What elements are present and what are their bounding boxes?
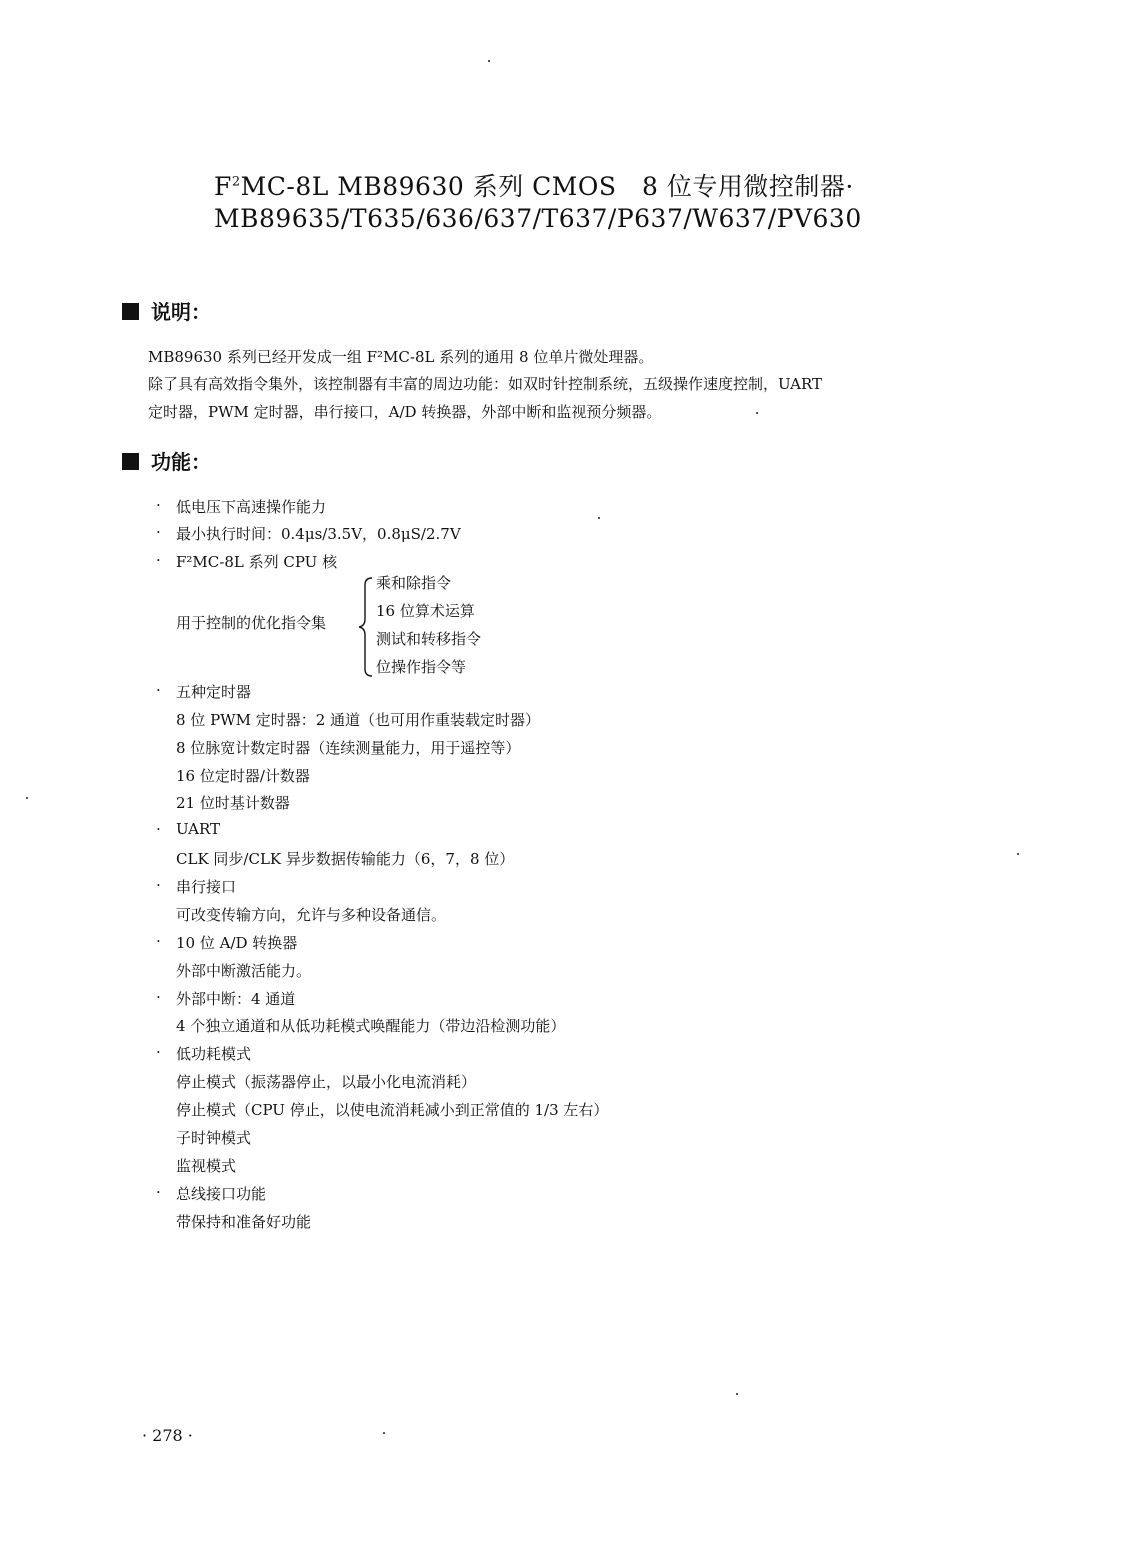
bullet-icon: · — [156, 932, 161, 950]
instruction-set-label: 用于控制的优化指令集 — [176, 614, 327, 632]
bullet-icon: · — [156, 551, 161, 569]
feature-detail: 子时钟模式 — [176, 1129, 252, 1147]
feature-item: 总线接口功能 — [176, 1185, 267, 1203]
square-bullet-icon — [122, 303, 139, 320]
description-line: MB89630 系列已经开发成一组 F²MC-8L 系列的通用 8 位单片微处理器。 — [148, 348, 654, 366]
feature-item: 低电压下高速操作能力 — [176, 498, 327, 516]
feature-item: UART — [176, 820, 221, 838]
feature-detail: 带保持和准备好功能 — [176, 1213, 312, 1231]
functions-heading — [122, 446, 211, 475]
square-bullet-icon — [122, 453, 139, 470]
feature-detail: 21 位时基计数器 — [176, 794, 290, 812]
functions-heading-text: 功能： — [151, 450, 211, 474]
page-number: · 278 · — [142, 1426, 193, 1445]
bullet-icon: · — [156, 820, 161, 838]
feature-detail: 8 位脉宽计数定时器（连续测量能力，用于遥控等） — [176, 739, 521, 757]
scan-speck — [383, 1432, 385, 1434]
feature-detail: 监视模式 — [176, 1157, 237, 1175]
title-prefix: F — [214, 172, 232, 201]
instruction-option: 乘和除指令 — [376, 574, 452, 592]
feature-detail: 停止模式（振荡器停止，以最小化电流消耗） — [176, 1073, 477, 1091]
feature-item: F²MC-8L 系列 CPU 核 — [176, 553, 338, 571]
feature-detail: 停止模式（CPU 停止，以使电流消耗减小到正常值的 1/3 左右） — [176, 1101, 609, 1119]
bullet-icon: · — [156, 496, 161, 514]
scan-speck — [26, 797, 28, 799]
description-line: 除了具有高效指令集外，该控制器有丰富的周边功能：如双时针控制系统，五级操作速度控制，UART — [148, 375, 823, 393]
document-title-line-2: MB89635/T635/636/637/T637/P637/W637/PV630 — [214, 204, 862, 233]
scan-speck — [488, 60, 490, 62]
description-heading-text: 说明： — [151, 300, 211, 324]
bullet-icon: · — [156, 1043, 161, 1061]
feature-item: 10 位 A/D 转换器 — [176, 934, 298, 952]
scan-speck — [1017, 853, 1019, 855]
feature-detail: 8 位 PWM 定时器：2 通道（也可用作重装载定时器） — [176, 711, 541, 729]
feature-detail: CLK 同步/CLK 异步数据传输能力（6，7，8 位） — [176, 850, 515, 868]
bullet-icon: · — [156, 1183, 161, 1201]
description-line: 定时器，PWM 定时器，串行接口，A/D 转换器，外部中断和监视预分频器。 — [148, 403, 662, 421]
feature-item: 串行接口 — [176, 878, 237, 896]
bullet-icon: · — [156, 681, 161, 699]
title-main: MC-8L MB89630 系列 CMOS 8 位专用微控制器· — [240, 172, 854, 201]
feature-detail: 外部中断激活能力。 — [176, 962, 312, 980]
scan-speck — [756, 412, 758, 414]
feature-item: 最小执行时间：0.4μs/3.5V，0.8μS/2.7V — [176, 525, 461, 543]
feature-item: 外部中断：4 通道 — [176, 990, 296, 1008]
feature-item: 低功耗模式 — [176, 1045, 252, 1063]
bullet-icon: · — [156, 523, 161, 541]
instruction-option: 测试和转移指令 — [376, 630, 482, 648]
description-heading — [122, 296, 211, 325]
instruction-option: 16 位算术运算 — [376, 602, 475, 620]
scan-speck — [736, 1393, 738, 1395]
bullet-icon: · — [156, 988, 161, 1006]
feature-item: 五种定时器 — [176, 683, 252, 701]
feature-detail: 16 位定时器/计数器 — [176, 767, 310, 785]
document-title-line-1 — [214, 167, 854, 203]
scan-speck — [598, 517, 600, 519]
feature-detail: 4 个独立通道和从低功耗模式唤醒能力（带边沿检测功能） — [176, 1017, 566, 1035]
instruction-option: 位操作指令等 — [376, 658, 467, 676]
title-superscript: 2 — [231, 174, 241, 190]
curly-brace-icon — [358, 577, 374, 677]
bullet-icon: · — [156, 876, 161, 894]
feature-detail: 可改变传输方向，允许与多种设备通信。 — [176, 906, 447, 924]
